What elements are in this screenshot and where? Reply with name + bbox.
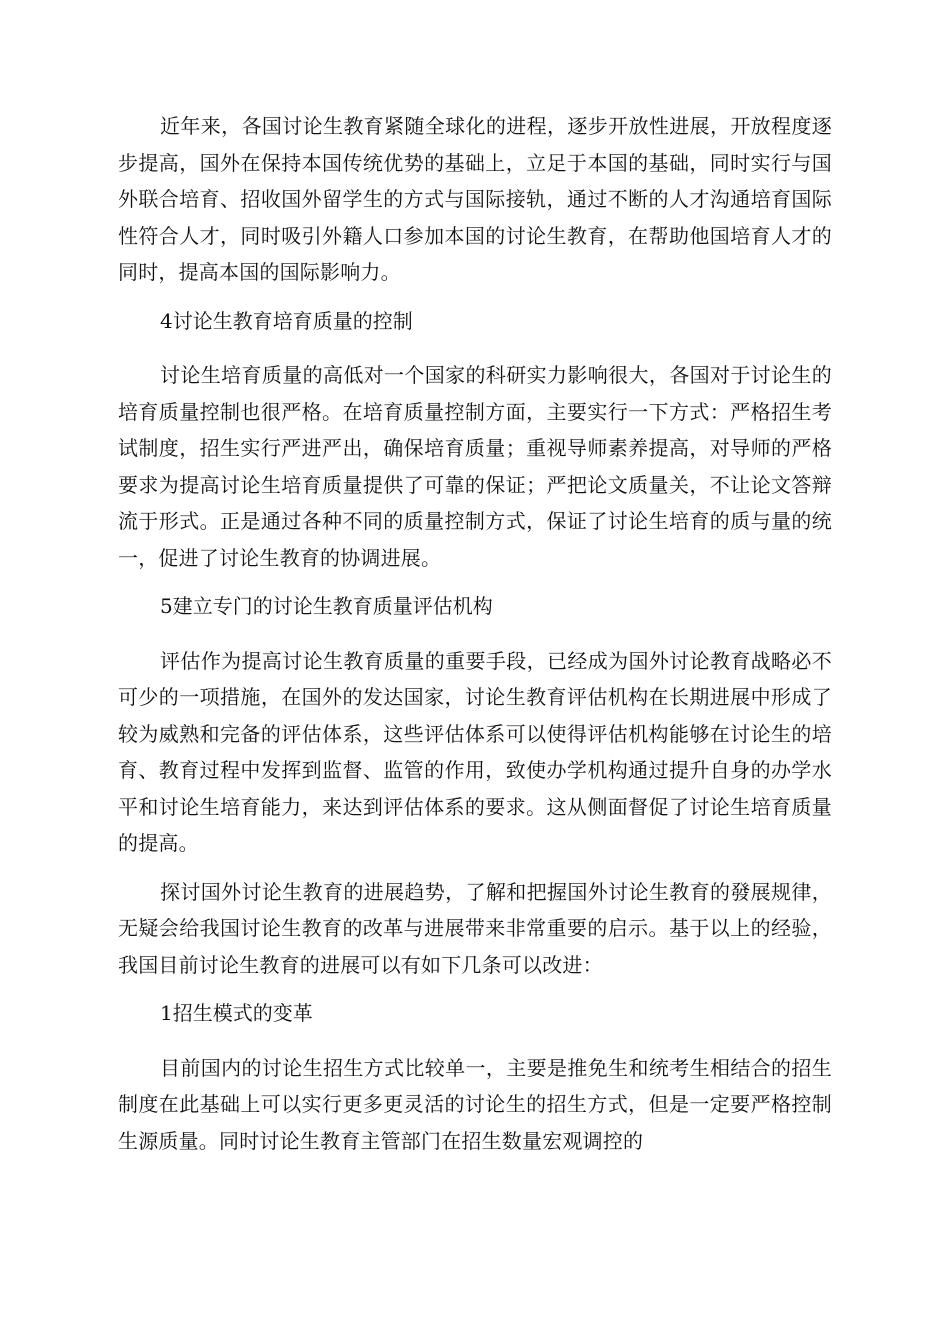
paragraph-admission: 目前国内的讨论生招生方式比较单一，主要是推免生和统考生相结合的招生制度在此基础上可以实行更多更灵活的讨论生的招生方式，但是一定要严格控制生源质量。同时讨论生教育主管部门在招生数量宏观调控的: [118, 1055, 832, 1153]
document-body: [118, 108, 832, 1171]
section-heading-admission-reform: 1招生模式的变革: [160, 1001, 313, 1025]
section-heading-quality-control: 4讨论生教育培育质量的控制: [160, 308, 413, 333]
paragraph-globalization: 近年来，各国讨论生教育紧随全球化的进程，逐步开放性进展，开放程度逐步提高，国外在保持本国传统优势的基础上，立足于本国的基础，同时实行与国外联合培育、招收国外留学生的方式与国际接轨，通过不断的人才沟通培育国际性符合人才，同时吸引外籍人口参加本国的讨论生教育，在帮助他国培育人才的同时，提高本国的国际影响力。: [118, 114, 832, 284]
paragraph-quality-control: 讨论生培育质量的高低对一个国家的科研实力影响很大，各国对于讨论生的培育质量控制也很严格。在培育质量控制方面，主要实行一下方式：严格招生考试制度，招生实行严进严出，确保培育质量；重视导师素养提高，对导师的严格要求为提高讨论生培育质量提供了可靠的保证；严把论文质量关，不让论文答辩流于形式。正是通过各种不同的质量控制方式，保证了讨论生培育的质与量的统一，促进了讨论生教育的协调进展。: [118, 363, 832, 570]
paragraph-trends: 探讨国外讨论生教育的进展趋势，了解和把握国外讨论生教育的發展规律，无疑会给我国讨论生教育的改革与进展带来非常重要的启示。基于以上的经验，我国目前讨论生教育的进展可以有如下几条可以改进：: [118, 879, 832, 977]
section-heading-evaluation-agency: 5建立专门的讨论生教育质量评估机构: [160, 594, 493, 618]
paragraph-evaluation: 评估作为提高讨论生教育质量的重要手段，已经成为国外讨论教育战略必不可少的一项措施，在国外的发达国家，讨论生教育评估机构在长期进展中形成了较为威熟和完备的评估体系，这些评估体系可以使得评估机构能够在讨论生的培育、教育过程中发挥到监督、监管的作用，致使办学机构通过提升自身的办学水平和讨论生培育能力，来达到评估体系的要求。这从侧面督促了讨论生培育质量的提高。: [118, 648, 832, 855]
